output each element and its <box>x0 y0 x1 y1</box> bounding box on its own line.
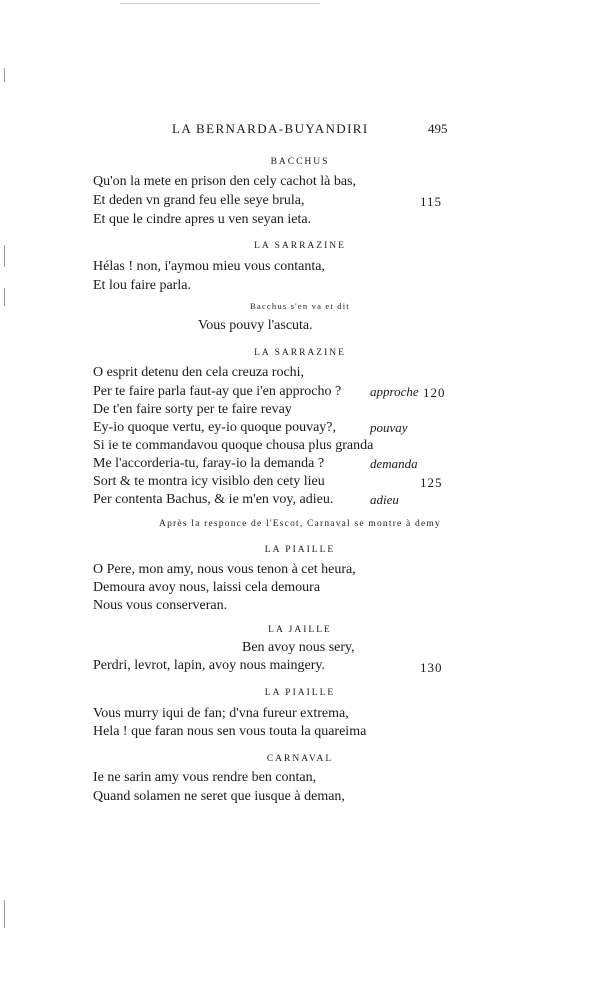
verse-line: Hela ! que faran nous sen vous touta la quareima <box>93 724 367 739</box>
scan-edge-mark <box>120 3 320 4</box>
stage-direction: Bacchus s'en va et dit <box>250 301 350 311</box>
verse-line: Sort & te montra icy visiblo den cety lieu <box>93 474 325 489</box>
echo-word: adieu <box>370 492 399 507</box>
running-title: LA BERNARDA-BUYANDIRI <box>172 121 369 136</box>
verse-line: Demoura avoy nous, laissi cela demoura <box>93 580 321 595</box>
speaker-label: LA SARRAZINE <box>254 241 346 251</box>
echo-word: pouvay <box>370 420 408 435</box>
speaker-label: LA PIAILLE <box>264 545 336 555</box>
scan-edge-mark <box>4 900 5 928</box>
verse-line: Ie ne sarin amy vous rendre ben contan, <box>93 770 317 785</box>
echo-word: demanda <box>370 456 418 471</box>
page-number: 495 <box>428 121 448 136</box>
verse-line: Per te faire parla faut-ay que i'en approcho ? <box>93 384 342 399</box>
line-number: 125 <box>420 475 443 490</box>
speaker-label: CARNAVAL <box>266 754 334 764</box>
verse-line: O Pere, mon amy, nous vous tenon à cet heura, <box>93 562 356 577</box>
line-number: 115 <box>420 194 443 209</box>
scan-edge-mark <box>4 68 5 82</box>
speaker-label: LA JAILLE <box>268 625 332 635</box>
speaker-label: LA SARRAZINE <box>254 348 346 358</box>
verse-line: Et lou faire parla. <box>93 278 191 293</box>
verse-line: Quand solamen ne seret que iusque à deman, <box>93 789 345 804</box>
verse-line: Me l'accorderia-tu, faray-io la demanda ? <box>93 456 325 471</box>
line-number: 120 <box>423 385 446 400</box>
verse-line: O esprit detenu den cela creuza rochi, <box>93 365 305 380</box>
stage-direction: Après la responce de l'Escot, Carnaval se montre à demy <box>159 519 441 529</box>
verse-line: Si ie te commandavou quoque chousa plus granda <box>93 438 374 453</box>
verse-line: De t'en faire sorty per te faire revay <box>93 402 292 417</box>
verse-line: Ey-io quoque vertu, ey-io quoque pouvay?, <box>93 420 336 435</box>
line-number: 130 <box>420 660 443 675</box>
verse-line: Nous vous conserveran. <box>93 598 228 613</box>
echo-word: approche <box>370 384 419 399</box>
verse-line: Qu'on la mete en prison den cely cachot là bas, <box>93 174 356 189</box>
verse-line: Vous murry iqui de fan; d'vna fureur extrema, <box>93 706 349 721</box>
verse-line: Per contenta Bachus, & ie m'en voy, adieu. <box>93 492 334 507</box>
verse-line: Et deden vn grand feu elle seye brula, <box>93 193 305 208</box>
verse-line: Perdri, levrot, lapin, avoy nous maingery. <box>93 658 325 673</box>
speaker-label: BACCHUS <box>270 157 330 167</box>
verse-line: Vous pouvy l'ascuta. <box>198 318 313 333</box>
running-header <box>0 121 600 139</box>
verse-line: Ben avoy nous sery, <box>242 640 355 655</box>
speaker-label: LA PIAILLE <box>264 688 336 698</box>
verse-line: Hélas ! non, i'aymou mieu vous contanta, <box>93 259 325 274</box>
verse-line: Et que le cindre apres u ven seyan ieta. <box>93 212 312 227</box>
